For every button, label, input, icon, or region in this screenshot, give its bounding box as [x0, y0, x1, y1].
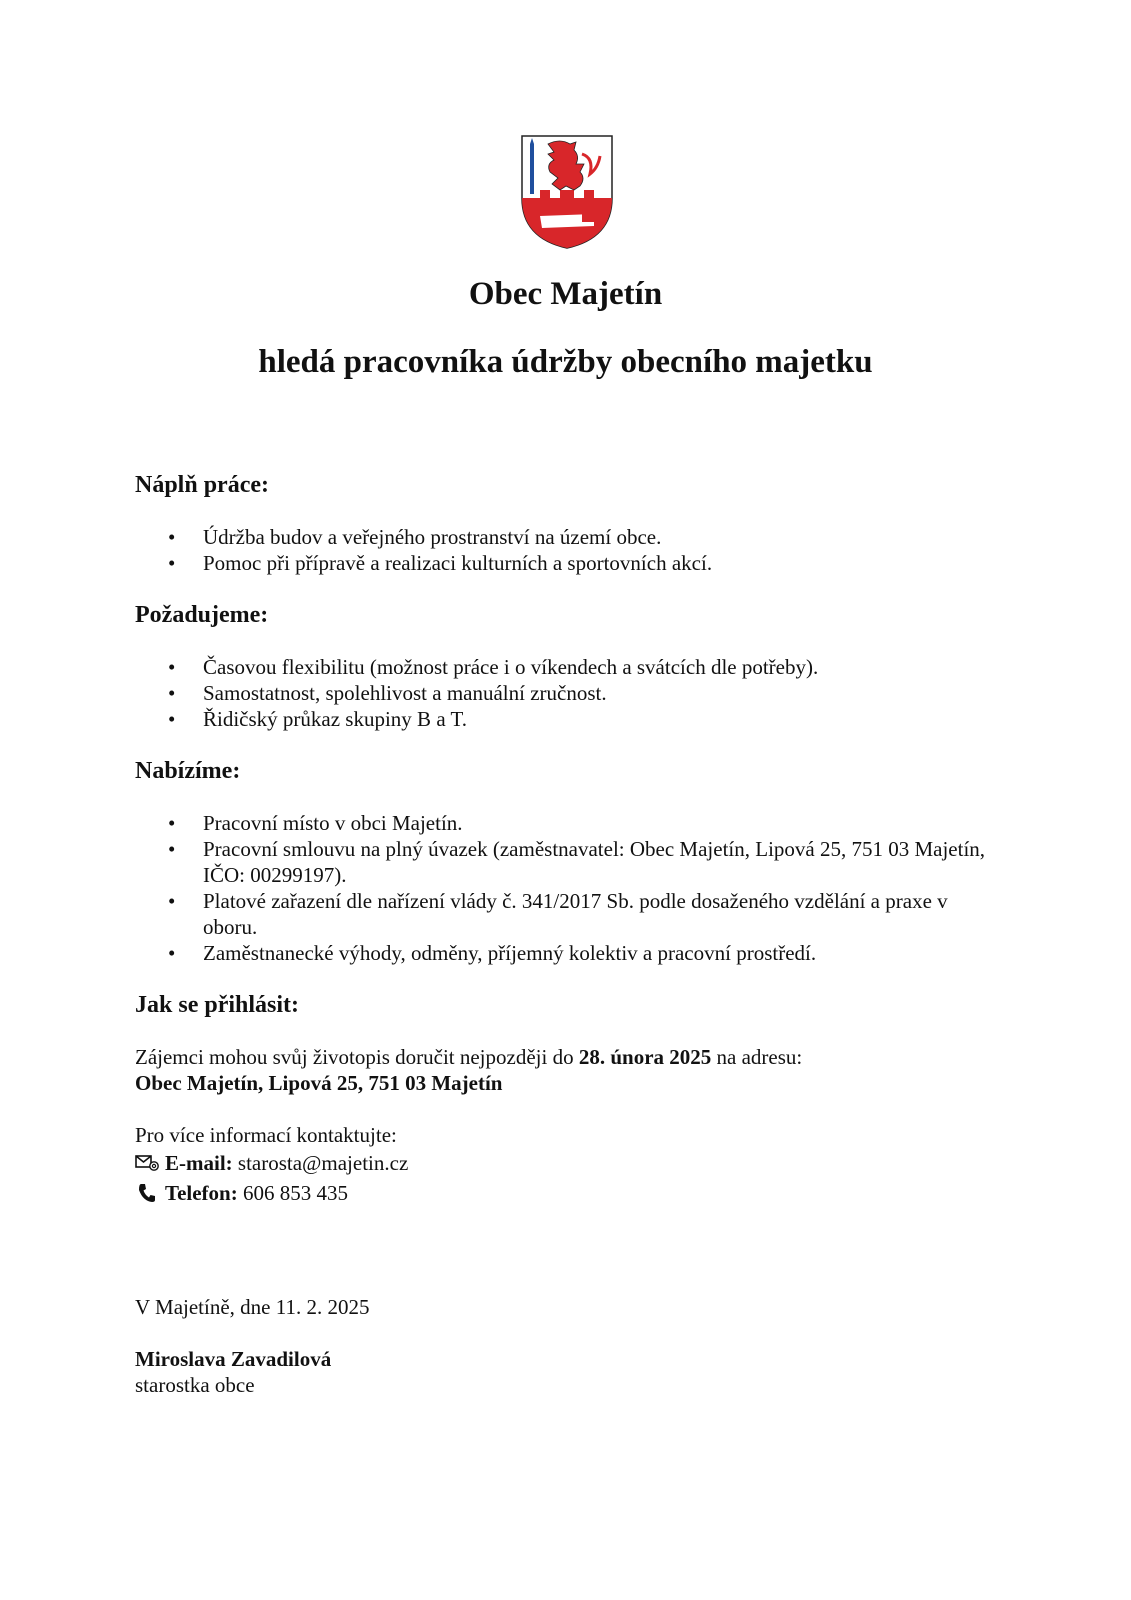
section-heading: Nabízíme:	[135, 758, 241, 784]
section-offer	[135, 756, 1005, 966]
envelope-at-icon	[135, 1152, 161, 1174]
phone-icon	[135, 1182, 161, 1204]
list-item: • Pracovní místo v obci Majetín.	[135, 810, 1005, 836]
list-item: • Pracovní smlouvu na plný úvazek (zaměstnavatel: Obec Majetín, Lipová 25, 751 03 Majetín, IČO: 00299197).	[135, 836, 1005, 888]
signature-block	[135, 1346, 1005, 1398]
contact-phone	[135, 1178, 1005, 1208]
place-date: V Majetíně, dne 11. 2. 2025	[135, 1295, 370, 1319]
page-title: Obec Majetín	[468, 276, 663, 312]
list-item: • Řidičský průkaz skupiny B a T.	[135, 706, 1005, 732]
apply-deadline: 28. února 2025	[578, 1045, 712, 1069]
signer-role: starostka obce	[135, 1373, 255, 1397]
contact-email	[135, 1148, 1005, 1178]
list-item: • Časovou flexibilitu (možnost práce i o víkendech a svátcích dle potřeby).	[135, 654, 1005, 680]
section-contact	[135, 1122, 1005, 1208]
page-subtitle: hledá pracovníka údržby obecního majetku	[258, 344, 873, 380]
list-item: • Pomoc při přípravě a realizaci kulturních a sportovních akcí.	[135, 550, 1005, 576]
contact-intro: Pro více informací kontaktujte:	[135, 1123, 397, 1147]
bullet-list	[135, 810, 1005, 966]
phone-value[interactable]: 606 853 435	[242, 1181, 348, 1205]
document-body	[135, 470, 1005, 1398]
email-label: E-mail:	[165, 1151, 233, 1175]
apply-text	[135, 1044, 1005, 1070]
coat-of-arms-icon	[520, 134, 614, 250]
list-item: • Samostatnost, spolehlivost a manuální zručnost.	[135, 680, 1005, 706]
bullet-list	[135, 524, 1005, 576]
list-item: • Údržba budov a veřejného prostranství na území obce.	[135, 524, 1005, 550]
section-heading: Náplň práce:	[135, 472, 269, 498]
section-job-description	[135, 470, 1005, 576]
section-requirements	[135, 600, 1005, 732]
section-apply	[135, 990, 1005, 1096]
apply-text-before: Zájemci mohou svůj životopis doručit nejpozději do	[135, 1045, 579, 1069]
apply-text-after: na adresu:	[711, 1045, 803, 1069]
apply-address: Obec Majetín, Lipová 25, 751 03 Majetín	[135, 1071, 503, 1095]
list-item: • Zaměstnanecké výhody, odměny, příjemný kolektiv a pracovní prostředí.	[135, 940, 1005, 966]
bullet-list	[135, 654, 1005, 732]
phone-label: Telefon:	[165, 1181, 238, 1205]
section-heading: Požadujeme:	[135, 602, 269, 628]
signer-name: Miroslava Zavadilová	[135, 1347, 332, 1371]
list-item: • Platové zařazení dle nařízení vlády č. 341/2017 Sb. podle dosaženého vzdělání a praxe v oboru.	[135, 888, 1005, 940]
email-value[interactable]: starosta@majetin.cz	[237, 1151, 409, 1175]
section-heading: Jak se přihlásit:	[135, 992, 300, 1018]
